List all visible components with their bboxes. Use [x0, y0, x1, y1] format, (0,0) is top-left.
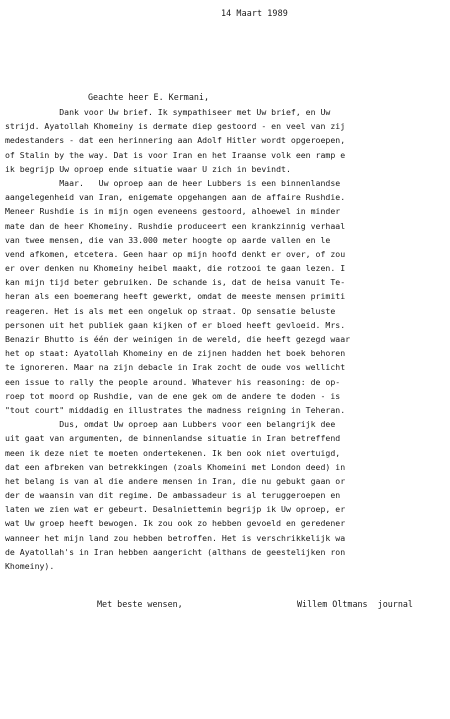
body-line: wat Uw groep heeft bewogen. Ik zou ook zo hebben gevoeld en geredener: [5, 518, 346, 529]
signer-name: Willem Oltmans journal: [297, 599, 413, 609]
body-line: Benazir Bhutto is één der weinigen in de wereld, die heeft gezegd waar: [5, 334, 351, 344]
body-line: een issue to rally the people around. Whatever his reasoning: de op-: [5, 376, 341, 387]
body-line: uit gaat van argumenten, de binnenlandse situatie in Iran betreffend: [5, 433, 341, 444]
body-line: Dank voor Uw brief. Ik sympathiseer met Uw brief, en Uw: [5, 107, 331, 117]
letter-body: [5, 105, 447, 573]
body-line: er over denken nu Khomeiny heibel maakt, die rotzooi te gaan lezen. I: [5, 263, 346, 274]
letter-date: 14 Maart 1989: [221, 8, 288, 18]
body-line: ik begrijp Uw oproep ende situatie waar U zich in bevindt.: [5, 163, 291, 174]
body-line: der de waansin van dit regime. De ambassadeur is al teruggeroepen en: [5, 490, 341, 501]
body-line: meen ik deze niet te moeten ondertekenen. Ik ben ook niet overtuigd,: [5, 447, 341, 458]
salutation: Geachte heer E. Kermani,: [88, 92, 210, 102]
body-line: heran als een boemerang heeft gewerkt, omdat de meeste mensen primiti: [5, 291, 346, 302]
body-line: roep tot moord op Rushdie, van de ene gek om de andere te doden - is: [5, 390, 341, 401]
body-line: Dus, omdat Uw oproep aan Lubbers voor een belangrijk dee: [5, 419, 336, 430]
body-line: of Stalin by the way. Dat is voor Iran en het Iraanse volk een ramp e: [5, 149, 346, 160]
body-line: aangelegenheid van Iran, enigemate opgehangen aan de affaire Rushdie.: [5, 192, 346, 203]
body-line: kan mijn tijd beter gebruiken. De schande is, dat de heisa vanuit Te-: [5, 277, 346, 288]
body-line: Meneer Rushdie is in mijn ogen eveneens gestoord, alhoewel in minder: [5, 206, 341, 217]
body-line: dat een afbreken van betrekkingen (zoals Khomeini met London deed) in: [5, 461, 346, 472]
body-line: medestanders - dat een herinnering aan Adolf Hitler wordt opgeroepen,: [5, 135, 346, 146]
body-line: "tout court" middadig en illustrates the madness reigning in Teheran.: [5, 404, 346, 415]
body-line: het op staat: Ayatollah Khomeiny en de zijnen hadden het boek behoren: [5, 348, 346, 359]
body-line: de Ayatollah's in Iran hebben aangericht (althans de geestelijken ron: [5, 546, 346, 557]
body-line: vend afkomen, etcetera. Geen haar op mijn hoofd denkt er over, of zou: [5, 248, 346, 259]
body-line: strijd. Ayatollah Khomeiny is dermate diep gestoord - en veel van zij: [5, 121, 346, 132]
signature-block: [97, 599, 447, 639]
body-line: het belang is van al die andere mensen in Iran, die nu gebukt gaan or: [5, 475, 346, 486]
body-line: personen uit het publiek gaan kijken of er bloed heeft gevloeid. Mrs.: [5, 319, 346, 330]
body-line: reageren. Het is als met een ongeluk op straat. Op sensatie beluste: [5, 305, 336, 316]
closing: Met beste wensen,: [97, 599, 183, 609]
body-line: te ignoreren. Maar na zijn debacle in Irak zocht de oude vos wellicht: [5, 362, 346, 373]
body-line: laten we zien wat er gebeurt. Desalniettemin begrijp ik Uw oproep, er: [5, 504, 346, 515]
body-line: mate dan de heer Khomeiny. Rushdie produceert een krankzinnig verhaal: [5, 220, 346, 231]
body-line: wanneer het mijn land zou hebben betroffen. Het is verschrikkelijk wa: [5, 532, 346, 543]
body-line: Khomeiny).: [5, 561, 55, 571]
body-line: van twee mensen, die van 33.000 meter hoogte op aarde vallen en le: [5, 234, 331, 245]
body-line: Maar. Uw oproep aan de heer Lubbers is een binnenlandse: [5, 177, 341, 188]
